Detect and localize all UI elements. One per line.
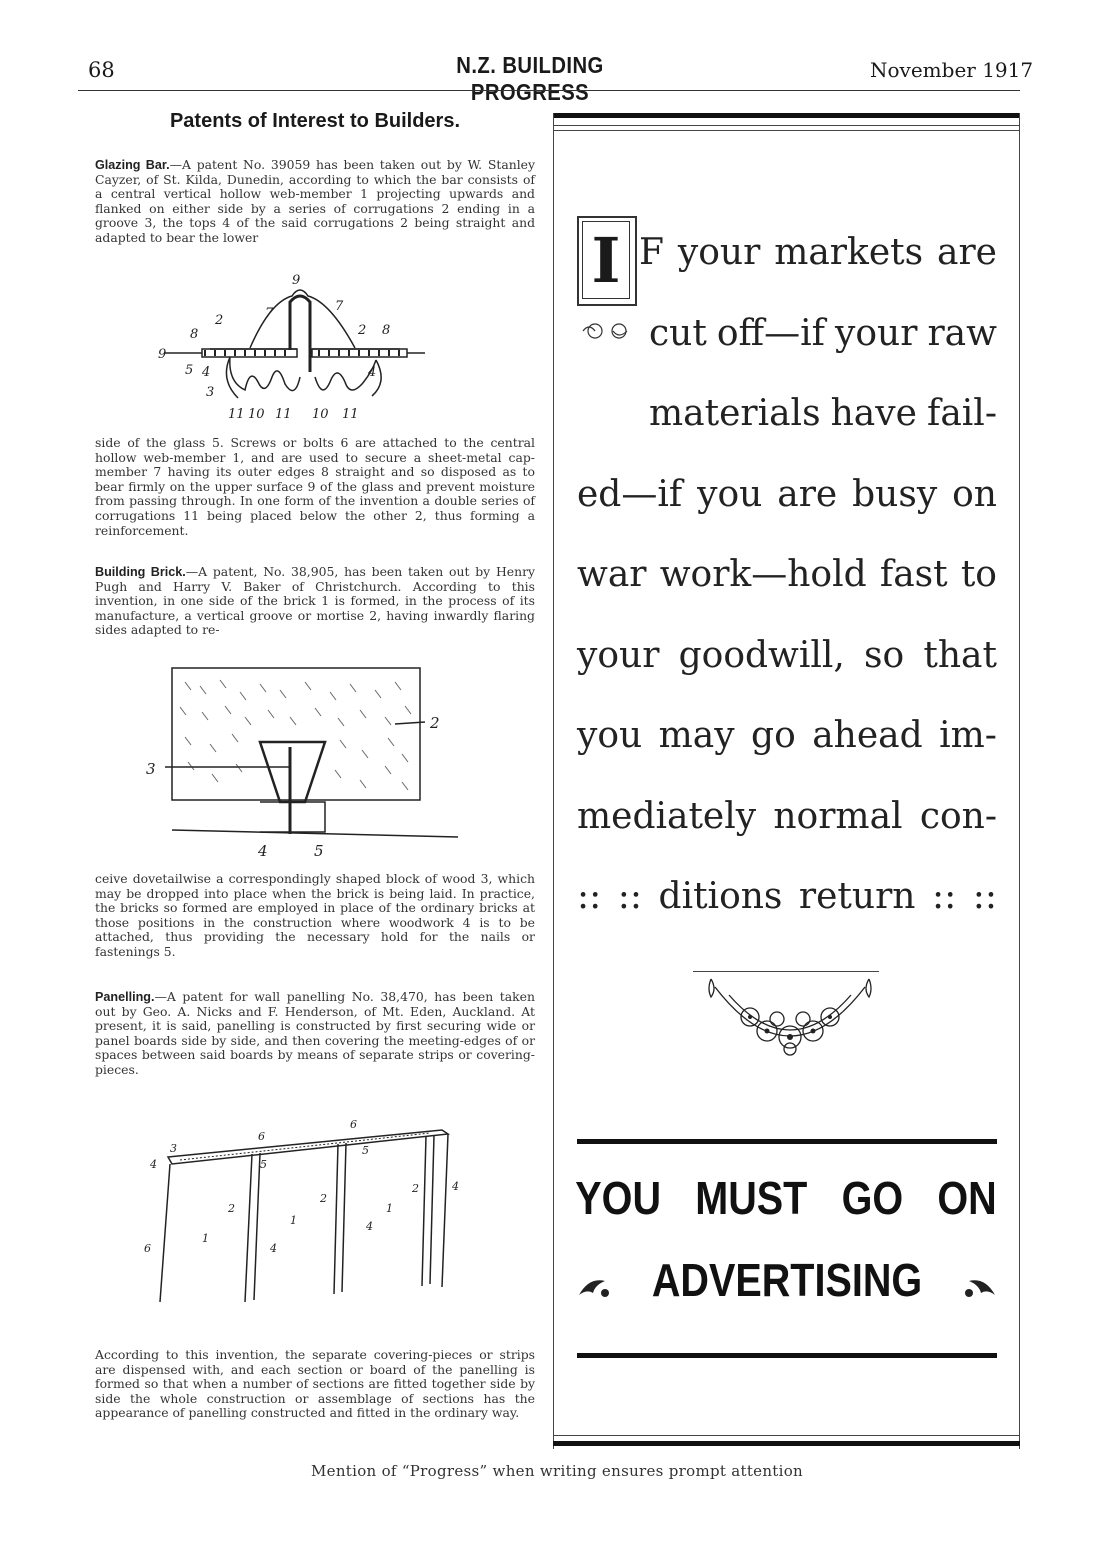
- glazing-label: 7: [335, 299, 344, 314]
- heading-word: ON: [937, 1172, 997, 1224]
- brick-label: 5: [314, 842, 324, 860]
- advert-word: have: [830, 393, 917, 434]
- glazing-bar-lead: Glazing Bar.: [95, 158, 170, 172]
- advert-word: ::: [617, 876, 643, 917]
- panel-label: 1: [202, 1232, 209, 1245]
- panelling-figure: [130, 1112, 470, 1312]
- panelling-text: —A patent for wall panelling No. 38,470, has been taken out by Geo. A. Nicks and F. Henderson, of Mt. Eden, Auckland. At present, it is said, panelling is constructed by first securing wide or panel boards side by side, and then covering the meeting-edges of or spaces between said boards by means of separate strips or covering-pieces.: [95, 989, 535, 1077]
- advert-word: ::: [931, 876, 957, 917]
- advert-word: are: [936, 232, 997, 273]
- advert-word: fast: [879, 554, 948, 595]
- masthead: N.Z. BUILDING PROGRESS: [456, 52, 604, 105]
- advert-word: goodwill,: [678, 634, 845, 676]
- glazing-label: 11: [228, 407, 245, 422]
- panel-label: 2: [412, 1182, 419, 1195]
- glazing-bar-paragraph-cont: side of the glass 5. Screws or bolts 6 are attached to the central hollow web-member 1, and are used to secure a sheet-metal cap-member 7 having its outer edges 8 straight and so disposed as to bear firmly on the upper surface 9 of the glass and prevent moisture from passing through. In one form of the invention a double series of corrugations 11 being placed below the other 2, thus forming a reinforcement.: [95, 435, 535, 538]
- advert-line: [577, 696, 997, 777]
- advert-word: work—hold: [659, 554, 867, 595]
- heading-rule-top: [577, 1139, 997, 1144]
- brick-label: 3: [146, 760, 156, 778]
- advertisement-box: [553, 113, 1020, 1449]
- panel-label: 5: [362, 1144, 369, 1157]
- ornament-rule: [693, 971, 879, 972]
- header-rule: [78, 90, 1020, 91]
- advert-copy: [577, 213, 997, 938]
- heading-word: YOU: [575, 1172, 662, 1224]
- glazing-label: 10: [248, 407, 265, 422]
- article-title: Patents of Interest to Builders.: [169, 110, 461, 132]
- panel-label: 1: [290, 1214, 297, 1227]
- advert-line: [649, 374, 997, 455]
- panel-label: 3: [170, 1142, 177, 1155]
- drop-cap: I: [582, 221, 630, 299]
- glazing-label: 4: [202, 365, 211, 380]
- advert-line: [577, 616, 997, 697]
- advert-word: your: [835, 312, 918, 354]
- glazing-label: 8: [382, 323, 391, 338]
- advert-word: ::: [577, 876, 602, 917]
- advert-word: raw: [927, 312, 997, 354]
- building-brick-lead: Building Brick.: [95, 565, 186, 579]
- advert-word: so: [864, 634, 905, 676]
- panelling-paragraph: [95, 990, 535, 1078]
- glazing-label: 9: [292, 273, 301, 288]
- panel-label: 4: [452, 1180, 459, 1193]
- advert-heading-advertising: ADVERTISING: [651, 1254, 923, 1306]
- advert-word: mediately: [577, 795, 757, 837]
- advert-word: are: [777, 473, 838, 515]
- advert-word: your: [677, 232, 761, 273]
- brick-label: 4: [258, 842, 268, 860]
- panel-label: 4: [270, 1242, 277, 1255]
- advert-word: con-: [919, 795, 997, 837]
- panel-label: 2: [228, 1202, 235, 1215]
- panel-label: 5: [260, 1158, 267, 1171]
- glazing-bar-text: —A patent No. 39059 has been taken out by W. Stanley Cayzer, of St. Kilda, Dunedin, according to which the bar consists of a central vertical hollow web-member 1 projecting upwards and flanked on either side by a series of corrugations 2 ending in a groove 3, the tops 4 of the said corrugations 2 being straight and adapted to bear the lower: [95, 157, 535, 245]
- advert-word: your: [577, 634, 660, 676]
- glazing-label: 2: [358, 323, 367, 338]
- ad-bottom-rule-thin: [553, 1435, 1020, 1436]
- advert-word: materials: [649, 393, 821, 434]
- glazing-label: 5: [185, 363, 194, 378]
- glazing-bar-figure: [150, 272, 440, 422]
- page-number: 68: [88, 58, 115, 82]
- advert-line: [577, 535, 997, 616]
- advert-word: markets: [774, 232, 924, 273]
- advert-word: war: [577, 554, 647, 595]
- glazing-label: 7: [265, 306, 274, 321]
- building-brick-figure: [140, 662, 470, 862]
- heading-word: GO: [841, 1172, 904, 1224]
- glazing-label: 10: [312, 407, 329, 422]
- heading-rule-bottom: [577, 1353, 997, 1358]
- panelling-paragraph-cont: According to this invention, the separate covering-pieces or strips are dispensed with, and each section or board of the panelling is formed so that when a number of sections are fitted together side by side the whole construction or assemblage of sections has the appearance of panelling constructed and fitted in the ordinary way.: [95, 1347, 535, 1421]
- advert-word: ahead: [812, 715, 923, 756]
- brick-label: 2: [430, 714, 440, 732]
- panel-label: 1: [386, 1202, 393, 1215]
- glazing-bar-paragraph: [95, 158, 535, 246]
- panel-label: 2: [320, 1192, 327, 1205]
- glazing-label: 8: [190, 327, 199, 342]
- advert-word: may: [658, 715, 735, 756]
- glazing-label: 4: [368, 365, 377, 380]
- glazing-label: 11: [342, 407, 359, 422]
- advert-word: F: [639, 232, 664, 273]
- panel-label: 4: [150, 1158, 157, 1171]
- glazing-label: 2: [215, 313, 224, 328]
- panel-label: 6: [258, 1130, 265, 1143]
- advert-word: im-: [939, 715, 997, 756]
- advert-word: you: [697, 473, 763, 515]
- panel-label: 6: [144, 1242, 151, 1255]
- building-brick-paragraph: [95, 565, 535, 638]
- advert-line: [577, 777, 997, 858]
- advert-word: that: [923, 634, 997, 676]
- leaf-ornament-icon: [961, 1273, 999, 1301]
- building-brick-paragraph-cont: ceive dovetailwise a correspondingly shaped block of wood 3, which may be dropped into place when the brick is being laid. In practice, the bricks so formed are employed in place of the ordinary bricks at those positions in the construction where woodwork 4 is to be attached, thus providing the necessary hold for the nails or fastenings 5.: [95, 871, 535, 959]
- advert-word: busy: [852, 473, 938, 515]
- advert-line: [639, 213, 997, 294]
- advert-word: fail-: [927, 393, 997, 434]
- advert-line: [577, 455, 997, 536]
- heading-word: MUST: [695, 1172, 808, 1224]
- glazing-label: 11: [275, 407, 292, 422]
- building-brick-text: —A patent, No. 38,905, has been taken out by Henry Pugh and Harry V. Baker of Christchurch. According to this invention, in one side of the brick 1 is formed, in the process of its manufacture, a vertical groove or mortise 2, having inwardly flaring sides adapted to re-: [95, 564, 535, 638]
- advert-heading: [575, 1171, 996, 1225]
- panelling-lead: Panelling.: [95, 990, 155, 1004]
- advert-word: cut: [649, 312, 707, 354]
- glazing-label: 3: [206, 385, 215, 400]
- advert-word: on: [952, 473, 997, 515]
- floral-garland-icon: [705, 975, 875, 1065]
- advert-word: ed—if: [577, 473, 683, 515]
- advert-word: normal: [773, 795, 903, 837]
- ad-bottom-rule: [553, 1441, 1020, 1446]
- issue-date: November 1917: [870, 58, 1034, 82]
- advert-word: you: [577, 715, 643, 756]
- advert-word: go: [751, 715, 796, 756]
- advert-word: off—if: [716, 312, 825, 354]
- advert-word: ::: [972, 876, 997, 917]
- advert-line: [577, 857, 997, 938]
- glazing-label: 9: [158, 347, 167, 362]
- advert-word: ditions: [658, 876, 783, 917]
- advert-word: return: [798, 876, 916, 917]
- footer-note: Mention of “Progress” when writing ensures prompt attention: [310, 1462, 804, 1480]
- panel-label: 4: [366, 1220, 373, 1233]
- panel-label: 6: [350, 1118, 357, 1131]
- advert-word: to: [960, 554, 997, 595]
- advert-line: [649, 294, 997, 375]
